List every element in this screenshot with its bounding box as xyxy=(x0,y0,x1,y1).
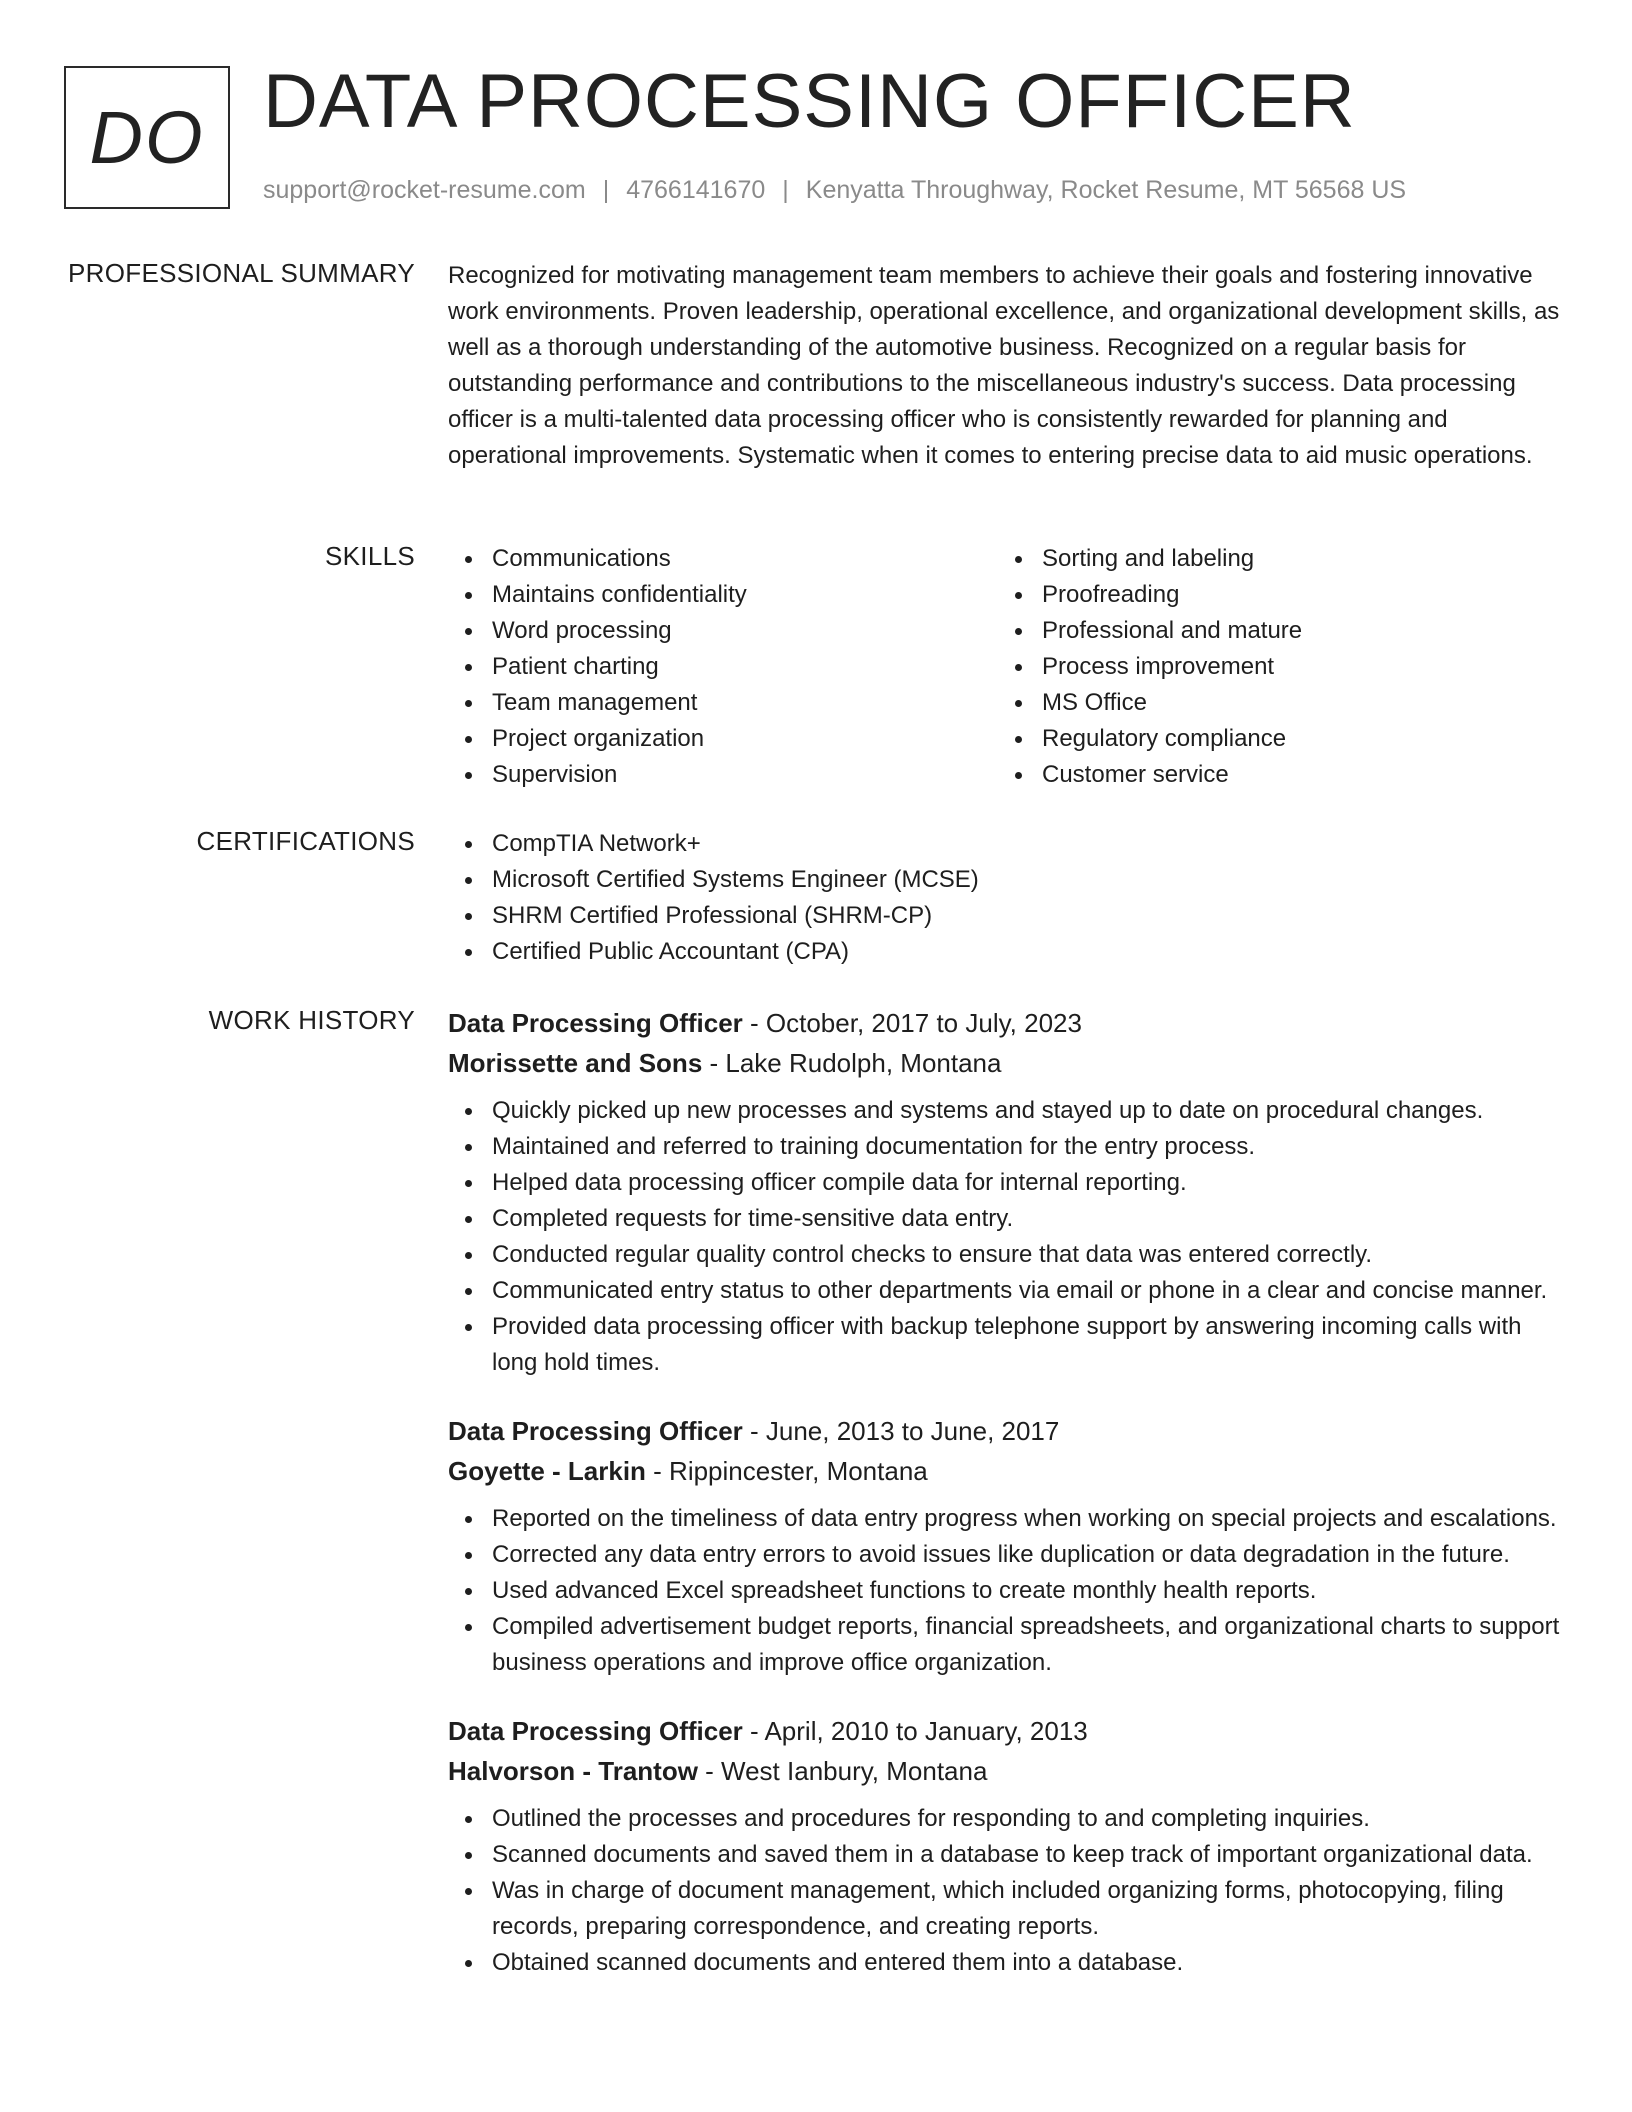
job-bullet: Provided data processing officer with backup telephone support by answering incoming calls with long hold times. xyxy=(448,1309,1568,1381)
skill-item: Word processing xyxy=(448,613,998,649)
contact-email[interactable]: support@rocket-resume.com xyxy=(263,176,586,204)
job-title-line xyxy=(448,1711,1568,1751)
job-entry xyxy=(448,1003,1568,1381)
skill-item: MS Office xyxy=(998,685,1548,721)
certifications-list xyxy=(448,826,1568,970)
job-bullet: Corrected any data entry errors to avoid issues like duplication or data degradation in the future. xyxy=(448,1537,1568,1573)
job-bullets xyxy=(448,1093,1568,1381)
job-title: Data Processing Officer xyxy=(448,1008,743,1038)
skills-label: SKILLS xyxy=(325,541,415,571)
summary-text: Recognized for motivating management team members to achieve their goals and fostering innovative work environments. Proven leadership, operational excellence, and organizational development skills, as well as a thorough understanding of the automotive business. Recognized on a regular basis for outstanding performance and contributions to the miscellaneous industry's success. Data processing officer is a multi-talented data processing officer who is consistently rewarded for planning and operational improvements. Systematic when it comes to entering precise data to aid music operations. xyxy=(448,262,1560,469)
skill-item: Communications xyxy=(448,541,998,577)
work-history-label: WORK HISTORY xyxy=(208,1005,415,1035)
job-entry xyxy=(448,1411,1568,1681)
skill-item: Process improvement xyxy=(998,649,1548,685)
job-title: Data Processing Officer xyxy=(448,1416,743,1446)
skill-item: Professional and mature xyxy=(998,613,1548,649)
contact-separator: | xyxy=(782,176,789,204)
skill-item: Team management xyxy=(448,685,998,721)
job-bullet: Communicated entry status to other departments via email or phone in a clear and concise manner. xyxy=(448,1273,1568,1309)
skills-column-left xyxy=(448,541,998,793)
work-history-list xyxy=(448,1003,1568,2011)
job-dates: - June, 2013 to June, 2017 xyxy=(742,1416,1060,1446)
certification-item: SHRM Certified Professional (SHRM-CP) xyxy=(448,898,1568,934)
skill-item: Project organization xyxy=(448,721,998,757)
job-bullet: Helped data processing officer compile data for internal reporting. xyxy=(448,1165,1568,1201)
job-bullet: Obtained scanned documents and entered them into a database. xyxy=(448,1945,1568,1981)
certification-item: Microsoft Certified Systems Engineer (MCSE) xyxy=(448,862,1568,898)
job-bullet: Quickly picked up new processes and systems and stayed up to date on procedural changes. xyxy=(448,1093,1568,1129)
skill-item: Sorting and labeling xyxy=(998,541,1548,577)
job-bullet: Maintained and referred to training documentation for the entry process. xyxy=(448,1129,1568,1165)
job-bullet: Conducted regular quality control checks to ensure that data was entered correctly. xyxy=(448,1237,1568,1273)
skill-item: Maintains confidentiality xyxy=(448,577,998,613)
job-bullet: Used advanced Excel spreadsheet functions to create monthly health reports. xyxy=(448,1573,1568,1609)
summary-label: PROFESSIONAL SUMMARY xyxy=(68,258,415,288)
initials-monogram: DO xyxy=(64,66,230,209)
job-bullet: Compiled advertisement budget reports, financial spreadsheets, and organizational charts to support business operations and improve office organization. xyxy=(448,1609,1568,1681)
job-company: Morissette and Sons xyxy=(448,1048,703,1078)
job-bullet: Reported on the timeliness of data entry progress when working on special projects and escalations. xyxy=(448,1501,1568,1537)
resume-title: DATA PROCESSING OFFICER xyxy=(263,59,1356,144)
job-company-line xyxy=(448,1451,1568,1491)
job-bullets xyxy=(448,1801,1568,1981)
job-company: Goyette - Larkin xyxy=(448,1456,646,1486)
skills-list xyxy=(448,541,1568,793)
skill-item: Supervision xyxy=(448,757,998,793)
contact-phone[interactable]: 4766141670 xyxy=(626,176,766,204)
job-entry xyxy=(448,1711,1568,1981)
job-location: - Rippincester, Montana xyxy=(645,1456,928,1486)
skill-item: Patient charting xyxy=(448,649,998,685)
certification-item: CompTIA Network+ xyxy=(448,826,1568,862)
skill-item: Customer service xyxy=(998,757,1548,793)
job-dates: - October, 2017 to July, 2023 xyxy=(742,1008,1082,1038)
job-title-line xyxy=(448,1411,1568,1451)
certifications-label: CERTIFICATIONS xyxy=(196,826,415,856)
job-title-line xyxy=(448,1003,1568,1043)
skill-item: Proofreading xyxy=(998,577,1548,613)
job-company-line xyxy=(448,1043,1568,1083)
job-bullet: Was in charge of document management, which included organizing forms, photocopying, filing records, preparing correspondence, and creating reports. xyxy=(448,1873,1568,1945)
contact-separator: | xyxy=(602,176,610,204)
job-company-line xyxy=(448,1751,1568,1791)
contact-line xyxy=(263,176,1406,205)
job-location: - West Ianbury, Montana xyxy=(697,1756,988,1786)
job-company: Halvorson - Trantow xyxy=(448,1756,698,1786)
job-dates: - April, 2010 to January, 2013 xyxy=(742,1716,1088,1746)
contact-address: Kenyatta Throughway, Rocket Resume, MT 56568 US xyxy=(805,176,1407,204)
job-title: Data Processing Officer xyxy=(448,1716,743,1746)
certification-item: Certified Public Accountant (CPA) xyxy=(448,934,1568,970)
skill-item: Regulatory compliance xyxy=(998,721,1548,757)
job-bullet: Outlined the processes and procedures for responding to and completing inquiries. xyxy=(448,1801,1568,1837)
skills-column-right xyxy=(998,541,1548,793)
job-bullets xyxy=(448,1501,1568,1681)
job-location: - Lake Rudolph, Montana xyxy=(702,1048,1002,1078)
job-bullet: Completed requests for time-sensitive data entry. xyxy=(448,1201,1568,1237)
job-bullet: Scanned documents and saved them in a database to keep track of important organizational data. xyxy=(448,1837,1568,1873)
